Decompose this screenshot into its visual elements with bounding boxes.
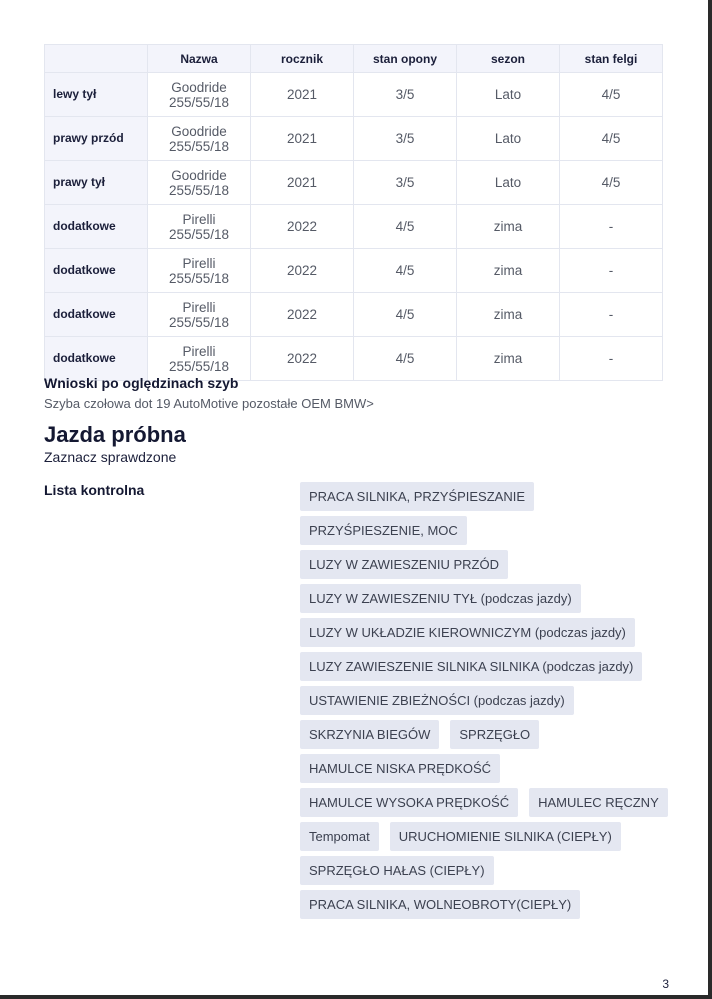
cell-tire-condition: 3/5 (354, 73, 457, 117)
cell-name (148, 337, 251, 381)
row-position: dodatkowe (45, 249, 148, 293)
tire-size: 255/55/18 (168, 226, 230, 242)
cell-rim-condition: 4/5 (560, 117, 663, 161)
checklist-chip[interactable]: LUZY W UKŁADZIE KIEROWNICZYM (podczas jazdy) (300, 618, 635, 647)
checklist-chip[interactable]: LUZY W ZAWIESZENIU PRZÓD (300, 550, 508, 579)
row-position: lewy tył (45, 73, 148, 117)
cell-name (148, 117, 251, 161)
cell-name (148, 205, 251, 249)
cell-year: 2021 (251, 161, 354, 205)
checklist-chip[interactable]: HAMULEC RĘCZNY (529, 788, 668, 817)
cell-year: 2022 (251, 293, 354, 337)
table-row (45, 293, 663, 337)
tire-brand: Goodride (171, 167, 227, 183)
checklist-chip[interactable]: PRACA SILNIKA, WOLNEOBROTY(CIEPŁY) (300, 890, 580, 919)
checklist-chip[interactable]: USTAWIENIE ZBIEŻNOŚCI (podczas jazdy) (300, 686, 574, 715)
column-header-rim-condition: stan felgi (560, 45, 663, 73)
column-header-year: rocznik (251, 45, 354, 73)
column-header-tire-condition: stan opony (354, 45, 457, 73)
tire-brand: Goodride (171, 123, 227, 139)
cell-year: 2021 (251, 117, 354, 161)
tire-size: 255/55/18 (168, 182, 230, 198)
tire-size: 255/55/18 (168, 270, 230, 286)
row-position: prawy przód (45, 117, 148, 161)
checklist-row (300, 652, 660, 681)
row-position: dodatkowe (45, 293, 148, 337)
checklist-row (300, 788, 660, 817)
checklist-chip[interactable]: Tempomat (300, 822, 379, 851)
checklist-chip[interactable]: PRACA SILNIKA, PRZYŚPIESZANIE (300, 482, 534, 511)
tire-brand: Pirelli (182, 255, 216, 271)
cell-name (148, 73, 251, 117)
table-row (45, 161, 663, 205)
checklist-row (300, 516, 660, 545)
checklist-row (300, 584, 660, 613)
cell-year: 2022 (251, 249, 354, 293)
glass-text: Szyba czołowa dot 19 AutoMotive pozostałe OEM BMW> (44, 396, 374, 411)
cell-year: 2021 (251, 73, 354, 117)
row-position: prawy tył (45, 161, 148, 205)
cell-tire-condition: 4/5 (354, 293, 457, 337)
cell-season: zima (457, 249, 560, 293)
cell-tire-condition: 4/5 (354, 249, 457, 293)
table-row (45, 117, 663, 161)
tire-size: 255/55/18 (168, 138, 230, 154)
table-header-row (45, 45, 663, 73)
tire-brand: Pirelli (182, 211, 216, 227)
row-position: dodatkowe (45, 337, 148, 381)
table-row (45, 337, 663, 381)
cell-name (148, 293, 251, 337)
checklist-row (300, 550, 660, 579)
checklist-chip[interactable]: SPRZĘGŁO (450, 720, 539, 749)
cell-year: 2022 (251, 337, 354, 381)
page-number: 3 (662, 977, 669, 991)
checklist-row (300, 754, 660, 783)
cell-rim-condition: 4/5 (560, 161, 663, 205)
cell-rim-condition: - (560, 337, 663, 381)
checklist-row (300, 720, 660, 749)
cell-season: zima (457, 337, 560, 381)
tire-size: 255/55/18 (168, 94, 230, 110)
cell-rim-condition: 4/5 (560, 73, 663, 117)
checklist-chip[interactable]: LUZY ZAWIESZENIE SILNIKA SILNIKA (podczas jazdy) (300, 652, 642, 681)
cell-rim-condition: - (560, 249, 663, 293)
checklist-row (300, 856, 660, 885)
cell-season: zima (457, 293, 560, 337)
cell-tire-condition: 4/5 (354, 337, 457, 381)
checklist-chip[interactable]: HAMULCE WYSOKA PRĘDKOŚĆ (300, 788, 518, 817)
column-header-season: sezon (457, 45, 560, 73)
cell-tire-condition: 3/5 (354, 117, 457, 161)
tire-size: 255/55/18 (168, 314, 230, 330)
tire-size: 255/55/18 (168, 358, 230, 374)
checklist-chip[interactable]: SKRZYNIA BIEGÓW (300, 720, 439, 749)
cell-year: 2022 (251, 205, 354, 249)
column-header-name: Nazwa (148, 45, 251, 73)
cell-rim-condition: - (560, 293, 663, 337)
checklist-chip[interactable]: URUCHOMIENIE SILNIKA (CIEPŁY) (390, 822, 621, 851)
column-header-corner (45, 45, 148, 73)
table-row (45, 73, 663, 117)
checklist-row (300, 890, 660, 919)
test-drive-subtitle: Zaznacz sprawdzone (44, 449, 177, 465)
row-position: dodatkowe (45, 205, 148, 249)
cell-season: zima (457, 205, 560, 249)
tire-brand: Pirelli (182, 299, 216, 315)
cell-season: Lato (457, 161, 560, 205)
cell-tire-condition: 4/5 (354, 205, 457, 249)
cell-season: Lato (457, 117, 560, 161)
checklist (300, 482, 660, 924)
test-drive-title: Jazda próbna (44, 422, 186, 447)
checklist-row (300, 822, 660, 851)
checklist-row (300, 482, 660, 511)
checklist-row (300, 618, 660, 647)
table-row (45, 205, 663, 249)
checklist-row (300, 686, 660, 715)
cell-tire-condition: 3/5 (354, 161, 457, 205)
checklist-chip[interactable]: LUZY W ZAWIESZENIU TYŁ (podczas jazdy) (300, 584, 581, 613)
cell-name (148, 249, 251, 293)
checklist-chip[interactable]: SPRZĘGŁO HAŁAS (CIEPŁY) (300, 856, 494, 885)
tires-table (44, 44, 663, 381)
checklist-chip[interactable]: PRZYŚPIESZENIE, MOC (300, 516, 467, 545)
cell-season: Lato (457, 73, 560, 117)
checklist-label: Lista kontrolna (44, 482, 145, 498)
table-row (45, 249, 663, 293)
tire-brand: Pirelli (182, 343, 216, 359)
glass-heading: Wnioski po oględzinach szyb (44, 375, 239, 391)
cell-rim-condition: - (560, 205, 663, 249)
tire-brand: Goodride (171, 79, 227, 95)
cell-name (148, 161, 251, 205)
checklist-chip[interactable]: HAMULCE NISKA PRĘDKOŚĆ (300, 754, 500, 783)
